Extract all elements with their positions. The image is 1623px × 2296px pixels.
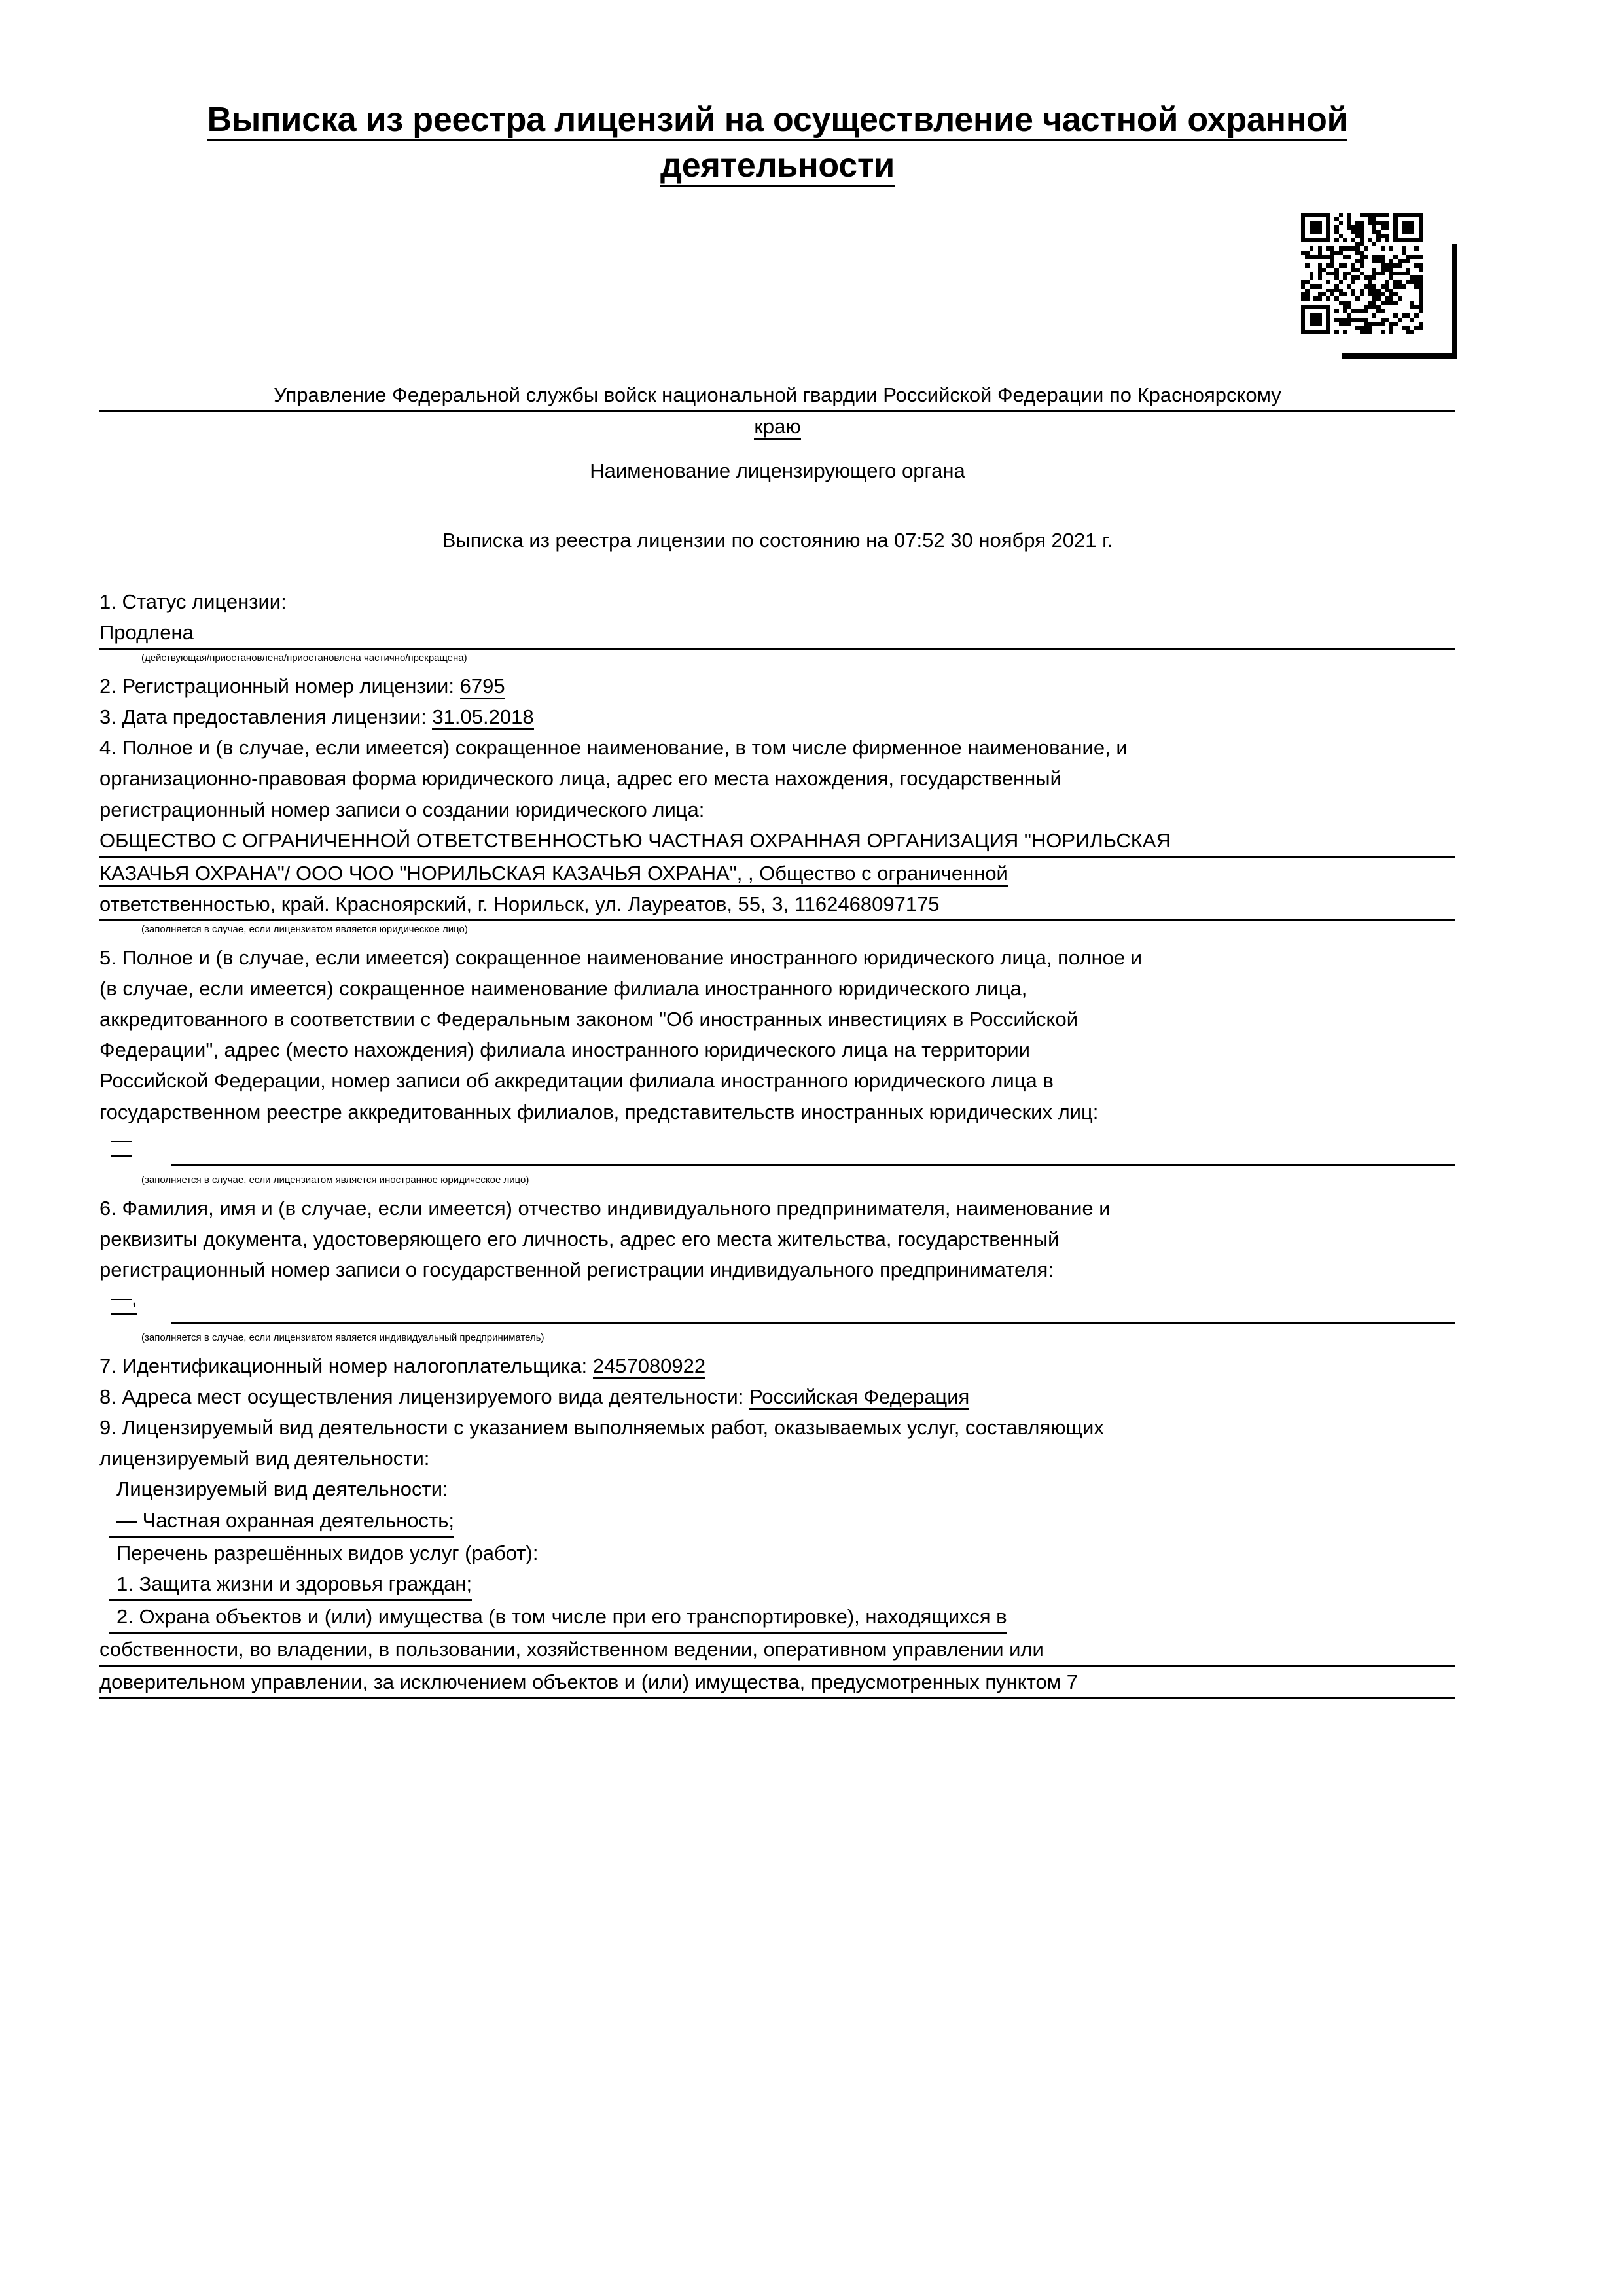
item-3 [99, 701, 1455, 732]
item-7 [99, 1351, 1455, 1381]
entrepreneur-value: —, [111, 1285, 137, 1315]
item-8-label: 8. Адреса мест осуществления лицензируемого вида деятельности: [99, 1385, 744, 1409]
items-list [99, 586, 1455, 1699]
item-1-label: 1. Статус лицензии: [99, 590, 287, 613]
page-title [99, 0, 1455, 188]
service-item-2-line-3-row [99, 1667, 1455, 1699]
item-5-rule [171, 1164, 1455, 1166]
item-6-value-row [99, 1285, 1455, 1330]
item-6-hint: (заполняется в случае, если лицензиатом является индивидуальный предприниматель) [141, 1332, 544, 1344]
item-6-text-line-1: 6. Фамилия, имя и (в случае, если имеется) отчество индивидуального предпринимателя, наименование и [99, 1196, 1111, 1220]
page-title-line-2: деятельности [660, 147, 895, 187]
qr-zone [99, 213, 1455, 376]
item-4-hint: (заполняется в случае, если лицензиатом является юридическое лицо) [141, 924, 468, 936]
item-1-hint: (действующая/приостановлена/приостановлена частично/прекращена) [141, 652, 467, 664]
item-9-service-1-row [116, 1568, 1455, 1601]
item-9-text-line-2: лицензируемый вид деятельности: [99, 1447, 430, 1470]
activity-address-value: Российская Федерация [749, 1385, 969, 1410]
service-item-2-line-2-row [99, 1634, 1455, 1667]
licensing-authority [99, 380, 1455, 486]
entity-address-line: ответственностью, край. Красноярский, г. Норильск, ул. Лауреатов, 55, 3, 1162468097175 [99, 889, 1455, 921]
item-3-label: 3. Дата предоставления лицензии: [99, 705, 427, 729]
item-9-activity-subheading: Лицензируемый вид деятельности: [116, 1477, 448, 1501]
item-8 [99, 1381, 1455, 1412]
item-4-value-row [99, 825, 1455, 921]
item-5-value-row [99, 1127, 1455, 1172]
as-of-statement: Выписка из реестра лицензии по состоянию на 07:52 30 ноября 2021 г. [442, 528, 1113, 552]
item-9-text-line-1: 9. Лицензируемый вид деятельности с указанием выполняемых работ, оказываемых услуг, составляющих [99, 1416, 1104, 1439]
authority-line-2: краю [99, 412, 1455, 441]
item-5-text-line-4: Федерации", адрес (место нахождения) филиала иностранного юридического лица на территории [99, 1038, 1030, 1062]
item-5-text-line-6: государственном реестре аккредитованных филиалов, представительств иностранных юридических лиц: [99, 1100, 1099, 1123]
item-5-text-line-1: 5. Полное и (в случае, если имеется) сокращенное наименование иностранного юридического лица, полное и [99, 946, 1143, 970]
license-date-value: 31.05.2018 [432, 705, 533, 730]
license-status-value: Продлена [99, 617, 1455, 650]
page-title-line-1: Выписка из реестра лицензий на осуществление частной охранной [207, 101, 1348, 141]
item-9-activity-row [116, 1505, 1455, 1538]
item-4-text-line-3: регистрационный номер записи о создании юридического лица: [99, 798, 705, 821]
item-1-value-row [99, 617, 1455, 650]
service-item-1: 1. Защита жизни и здоровья граждан; [109, 1568, 472, 1601]
item-5-hint: (заполняется в случае, если лицензиатом является иностранное юридическое лицо) [141, 1174, 529, 1186]
entity-name-line-2: КАЗАЧЬЯ ОХРАНА"/ ООО ЧОО "НОРИЛЬСКАЯ КАЗАЧЬЯ ОХРАНА", , Общество с ограниченной [99, 858, 1455, 889]
licensed-activity-value: — Частная охранная деятельность; [109, 1505, 454, 1538]
document-content [99, 0, 1455, 1699]
qr-code-icon [1301, 213, 1452, 353]
item-4-text-line-1: 4. Полное и (в случае, если имеется) сокращенное наименование, в том числе фирменное наименование, и [99, 736, 1128, 760]
authority-caption: Наименование лицензирующего органа [590, 459, 965, 482]
item-5-text-line-3: аккредитованного в соответствии с Федеральным законом "Об иностранных инвестициях в Российской [99, 1008, 1079, 1031]
item-7-label: 7. Идентификационный номер налогоплательщика: [99, 1354, 588, 1378]
license-number-value: 6795 [460, 675, 505, 699]
item-6-text-line-2: реквизиты документа, удостоверяющего его личность, адрес его места жительства, государственный [99, 1227, 1060, 1250]
service-item-2-line-2: собственности, во владении, в пользовании, хозяйственном ведении, оперативном управлении или [99, 1634, 1455, 1667]
item-5-text-line-2: (в случае, если имеется) сокращенное наименование филиала иностранного юридического лица, [99, 977, 1027, 1000]
service-item-2-line-1: 2. Охрана объектов и (или) имущества (в том числе при его транспортировке), находящихся в [109, 1601, 1007, 1634]
taxpayer-number-value: 2457080922 [593, 1354, 705, 1379]
item-9-services-subheading: Перечень разрешённых видов услуг (работ): [116, 1541, 539, 1564]
item-2 [99, 671, 1455, 701]
item-6-rule [171, 1322, 1455, 1324]
item-9-service-2-row [116, 1601, 1455, 1634]
authority-line-1: Управление Федеральной службы войск национальной гвардии Российской Федерации по Красноярскому [99, 380, 1455, 412]
foreign-entity-value: — [111, 1127, 132, 1157]
service-item-2-line-3: доверительном управлении, за исключением объектов и (или) имущества, предусмотренных пунктом 7 [99, 1667, 1455, 1699]
entity-name-line-1: ОБЩЕСТВО С ОГРАНИЧЕННОЙ ОТВЕТСТВЕННОСТЬЮ ЧАСТНАЯ ОХРАННАЯ ОРГАНИЗАЦИЯ "НОРИЛЬСКАЯ [99, 825, 1455, 858]
item-4-text-line-2: организационно-правовая форма юридического лица, адрес его места нахождения, государственный [99, 767, 1061, 790]
item-6-text-line-3: регистрационный номер записи о государственной регистрации индивидуального предпринимателя: [99, 1258, 1054, 1281]
item-2-label: 2. Регистрационный номер лицензии: [99, 675, 454, 698]
item-5-text-line-5: Российской Федерации, номер записи об аккредитации филиала иностранного юридического лица в [99, 1069, 1054, 1093]
qr-matrix [1301, 213, 1423, 334]
